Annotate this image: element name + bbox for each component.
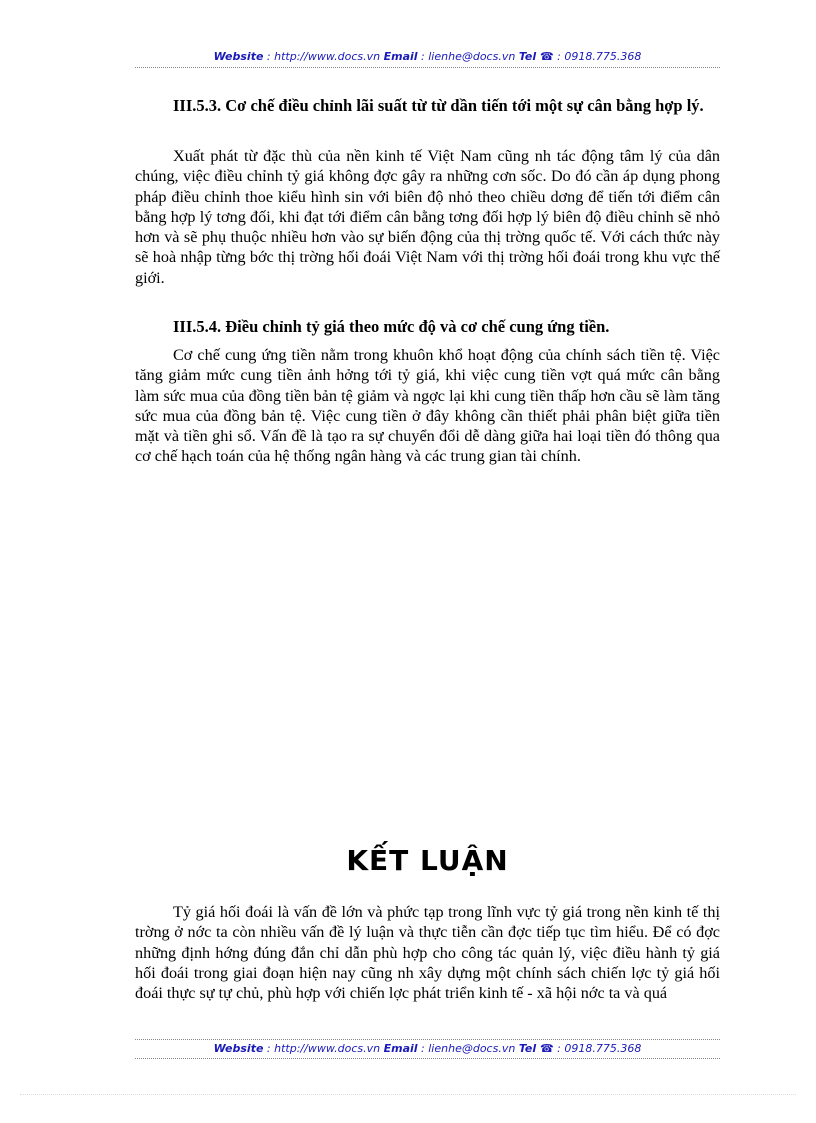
page-edge-divider (20, 1094, 796, 1095)
footer-bottom-divider (135, 1058, 720, 1059)
website-link[interactable]: : http://www.docs.vn (263, 50, 384, 63)
conclusion-paragraph: Tỷ giá hối đoái là vấn đề lớn và phức tạp trong lĩnh vực tỷ giá trong nền kinh tế thị trờng ở nớc ta còn nhiều vấn đề lý luận và thực tiễn cần đợc tiếp tục tìm hiểu. Để có đợc những định hớng đúng đắn chỉ dẫn phù hợp cho công tác quản lý, việc điều hành tỷ giá hối đoái trong giai đoạn hiện nay cũng nh xây dựng một chính sách chiến lợc tỷ giá hối đoái thực sự tự chủ, phù hợp với chiến lợc phát triển kinh tế - xã hội nớc ta và quá (135, 903, 720, 1003)
footer-email-link[interactable]: : lienhe@docs.vn (417, 1042, 519, 1055)
footer-website-link[interactable]: : http://www.docs.vn (263, 1042, 384, 1055)
section-heading-354: III.5.4. Điều chỉnh tỷ giá theo mức độ và cơ chế cung ứng tiền. (173, 317, 610, 336)
footer-website-label: Website (213, 1042, 264, 1055)
email-link[interactable]: : lienhe@docs.vn (417, 50, 519, 63)
page-footer (135, 1042, 720, 1056)
header-divider (135, 67, 720, 68)
footer-email-label: Email (383, 1042, 418, 1055)
phone-label: Tel ☎ (518, 50, 554, 63)
email-label: Email (383, 50, 418, 63)
phone-number: : 0918.775.368 (553, 50, 642, 63)
footer-phone-label: Tel ☎ (518, 1042, 554, 1055)
footer-divider (135, 1039, 720, 1040)
website-label: Website (213, 50, 264, 63)
section-heading-353: III.5.3. Cơ chế điều chỉnh lãi suất từ từ dần tiến tới một sự cân bằng hợp lý. (173, 96, 704, 115)
conclusion-title: KẾT LUẬN (346, 844, 509, 877)
section-paragraph-354: Cơ chế cung ứng tiền nằm trong khuôn khổ hoạt động của chính sách tiền tệ. Việc tăng giảm mức cung tiền ảnh hởng tới tỷ giá, khi việc cung tiền vợt quá mức cân bằng làm sức mua của đồng tiền bản tệ giảm và ngợc lại khi cung tiền thấp hơn cầu sẽ làm tăng sức mua của đồng bản tệ. Việc cung tiền ở đây không cần thiết phải phân biệt giữa tiền mặt và tiền ghi sổ. Vấn đề là tạo ra sự chuyển đổi dễ dàng giữa hai loại tiền đó thông qua cơ chế hạch toán của hệ thống ngân hàng và các trung gian tài chính. (135, 346, 720, 466)
footer-phone-number: : 0918.775.368 (553, 1042, 642, 1055)
page-header (135, 50, 720, 64)
section-paragraph-353: Xuất phát từ đặc thù của nền kinh tế Việt Nam cũng nh tác động tâm lý của dân chúng, việc điều chỉnh tỷ giá không đợc gây ra những cơn sốc. Do đó cần áp dụng phong pháp điều chỉnh thoe kiểu hình sin với biên độ nhỏ theo chiều dơng để tiến tới điểm cân bằng hợp lý tơng đối, khi đạt tới điểm cân bằng tơng đối hợp lý biên độ điều chỉnh sẽ nhỏ hơn và sẽ phụ thuộc nhiều hơn vào sự biến động của thị trờng quốc tế. Với cách thức này sẽ hoà nhập từng bớc thị trờng hối đoái Việt Nam với thị trờng hối đoái trong khu vực thế giới. (135, 147, 720, 287)
